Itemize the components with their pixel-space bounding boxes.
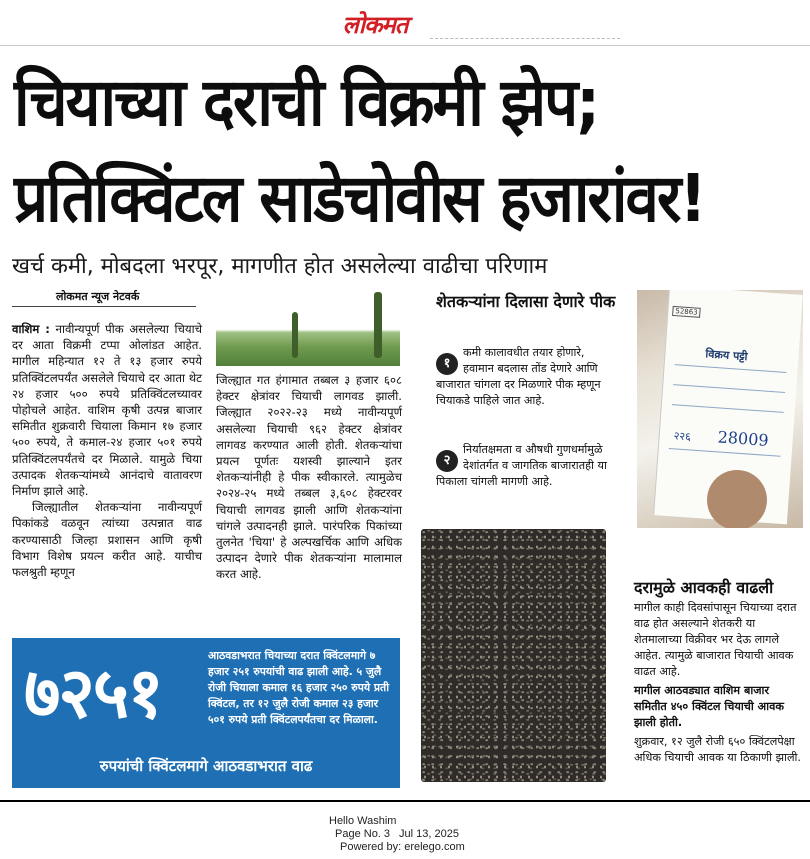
chia-seeds-photo: [421, 529, 606, 782]
article-paragraph-2: जिल्ह्यातील शेतकऱ्यांना नावीन्यपूर्ण पिकांकडे वळवून त्यांच्या उत्पन्नात वाढ करण्यासाठी जिल्हा प्रशासन आणि कृषी विभाग विशेष प्रयत्न करीत आहे. याचीच फलश्रुती म्हणून: [12, 500, 202, 580]
receipt-rule: [673, 384, 785, 393]
article-paragraph-3: जिल्ह्यात गत हंगामात तब्बल ३ हजार ६०८ हेक्टर क्षेत्रांवर चियाची लागवड झाली. जिल्ह्यात २०२२-२३ मध्ये नावीन्यपूर्ण असलेल्या चियाची ९६२ हेक्टर क्षेत्रांवर लागवड करण्यात आली होती. शेतकऱ्यांचा प्रयत्न पूर्णतः यशस्वी झाल्याने इतर शेतकऱ्यांनीही हे पीक स्वीकारले. त्यामुळेच २०२४-२५ मध्ये तब्बल ३,६०८ हेक्टरवर चियाची लागवड झाली आणि शेतकऱ्यांना चांगले उत्पादनही झाले. पारंपरिक पिकांच्या तुलनेत 'चिया' हे अल्पखर्चिक आणि अधिक उत्पादन देणारे पीक शेतकऱ्यांना मालामाल करत आहे.: [216, 373, 402, 582]
point-number-badge: १: [436, 353, 458, 375]
fact-box: [12, 638, 400, 788]
plant-stalk: [292, 312, 298, 358]
hand-thumb: [707, 470, 767, 528]
receipt-rule: [672, 404, 784, 413]
article-paragraph-1: नावीन्यपूर्ण पीक असलेल्या चियाचे दर आता विक्रमी टप्पा ओलांडत आहेत. मागील महिन्यात १२ ते १३ हजार रुपये प्रतिक्विंटलपर्यंत असलेले चियाचे दर आता थेट २४ हजार ५०० रुपये प्रतिक्विंटलच्यावर पोहोचले आहेत. वाशिम कृषी उत्पन्न बाजार समितीत शुक्रवारी चियाला किमान १७ हजार ५०० रुपये, ते कमाल-२४ हजार ५०१ रुपये प्रतिक्विंटलपर्यंतचे दर मिळाले. यामुळे चिया उत्पादक शेतकऱ्यांमध्ये आनंदाचे वातावरण निर्माण झाले आहे.: [12, 322, 202, 499]
fact-box-caption: रुपयांची क्विंटलमागे आठवडाभरात वाढ: [99, 757, 313, 775]
sidebar-point-text: कमी कालावधीत तयार होणारे, हवामान बदलास तोंड देणारे आणि बाजारात चांगला दर मिळणारे पीक म्हणून चियाकडे पाहिले जात आहे.: [436, 346, 601, 407]
sidebar-title: शेतकऱ्यांना दिलासा देणारे पीक: [436, 292, 616, 311]
receipt-heading: विक्रय पट्टी: [705, 347, 748, 364]
byline-rule: [12, 306, 196, 307]
column-3-paragraph-2: मागील आठवड्यात वाशिम बाजार समितीत ४५० क्विंटल चियाची आवक झाली होती.: [634, 684, 784, 729]
publication-date: Jul 13, 2025: [399, 828, 459, 840]
byline: लोकमत न्यूज नेटवर्क: [56, 290, 140, 303]
headline-line-1: चियाच्या दराची विक्रमी झेप;: [14, 64, 599, 142]
receipt-number: 52863: [672, 306, 701, 318]
receipt-rule: [675, 364, 787, 373]
sidebar-point-2: [436, 442, 616, 490]
plant-stalk: [374, 292, 382, 358]
receipt-rate: २२६: [673, 429, 692, 444]
edition-name: Hello Washim: [329, 815, 397, 827]
sidebar-point-1: [436, 345, 616, 409]
powered-by: Powered by: erelego.com: [340, 841, 465, 853]
page-bottom-rule: [0, 800, 810, 802]
headline-line-2: प्रतिक्विंटल साडेचोवीस हजारांवर!: [14, 160, 705, 238]
sidebar-point-text: निर्यातक्षमता व औषधी गुणधर्मामुळे देशांतर्गत व जागतिक बाजारातही या पिकाला चांगली मागणी आहे.: [436, 443, 607, 488]
column-3-paragraph-1: मागील काही दिवसांपासून चियाच्या दरात वाढ होत असल्याने शेतकरी या शेतमालाच्या विक्रीवर भर देऊ लागले आहेत. त्यामुळे बाजारात चियाची आवक वाढत आहे.: [634, 601, 797, 678]
newspaper-logo: लोकमत: [342, 10, 408, 39]
column-3-paragraph-3: शुक्रवार, १२ जुलै रोजी ६५० क्विंटलपेक्षा अधिक चियाची आवक या ठिकाणी झाली.: [634, 735, 801, 764]
page-number: Page No. 3: [335, 828, 391, 840]
point-number-badge: २: [436, 450, 458, 472]
article-column-1: [12, 321, 202, 580]
fact-box-text: आठवडाभरात चियाच्या दरात क्विंटलमागे ७ हजार २५१ रुपयांची वाढ झाली आहे. ५ जुलै रोजी चियाला कमाल १६ हजार २५० रुपये प्रती क्विंटल, तर १२ जुलै रोजी कमाल २३ हजार ५०१ रुपये प्रती क्विंटलपर्यंतचा दर मिळाला.: [208, 649, 389, 726]
receipt-amount: 28009: [717, 427, 770, 450]
price-rise-number: ७२५१: [24, 652, 162, 734]
sale-receipt-photo: [637, 290, 803, 528]
masthead-divider: [430, 38, 620, 44]
masthead: [0, 0, 810, 46]
chia-field-photo: [216, 290, 400, 366]
article-column-3: [634, 600, 804, 769]
dateline: वाशिम :: [12, 322, 50, 336]
subheadline: खर्च कमी, मोबदला भरपूर, मागणीत होत असलेल्या वाढीचा परिणाम: [12, 254, 548, 279]
column-3-title: दरामुळे आवकही वाढली: [634, 578, 774, 597]
